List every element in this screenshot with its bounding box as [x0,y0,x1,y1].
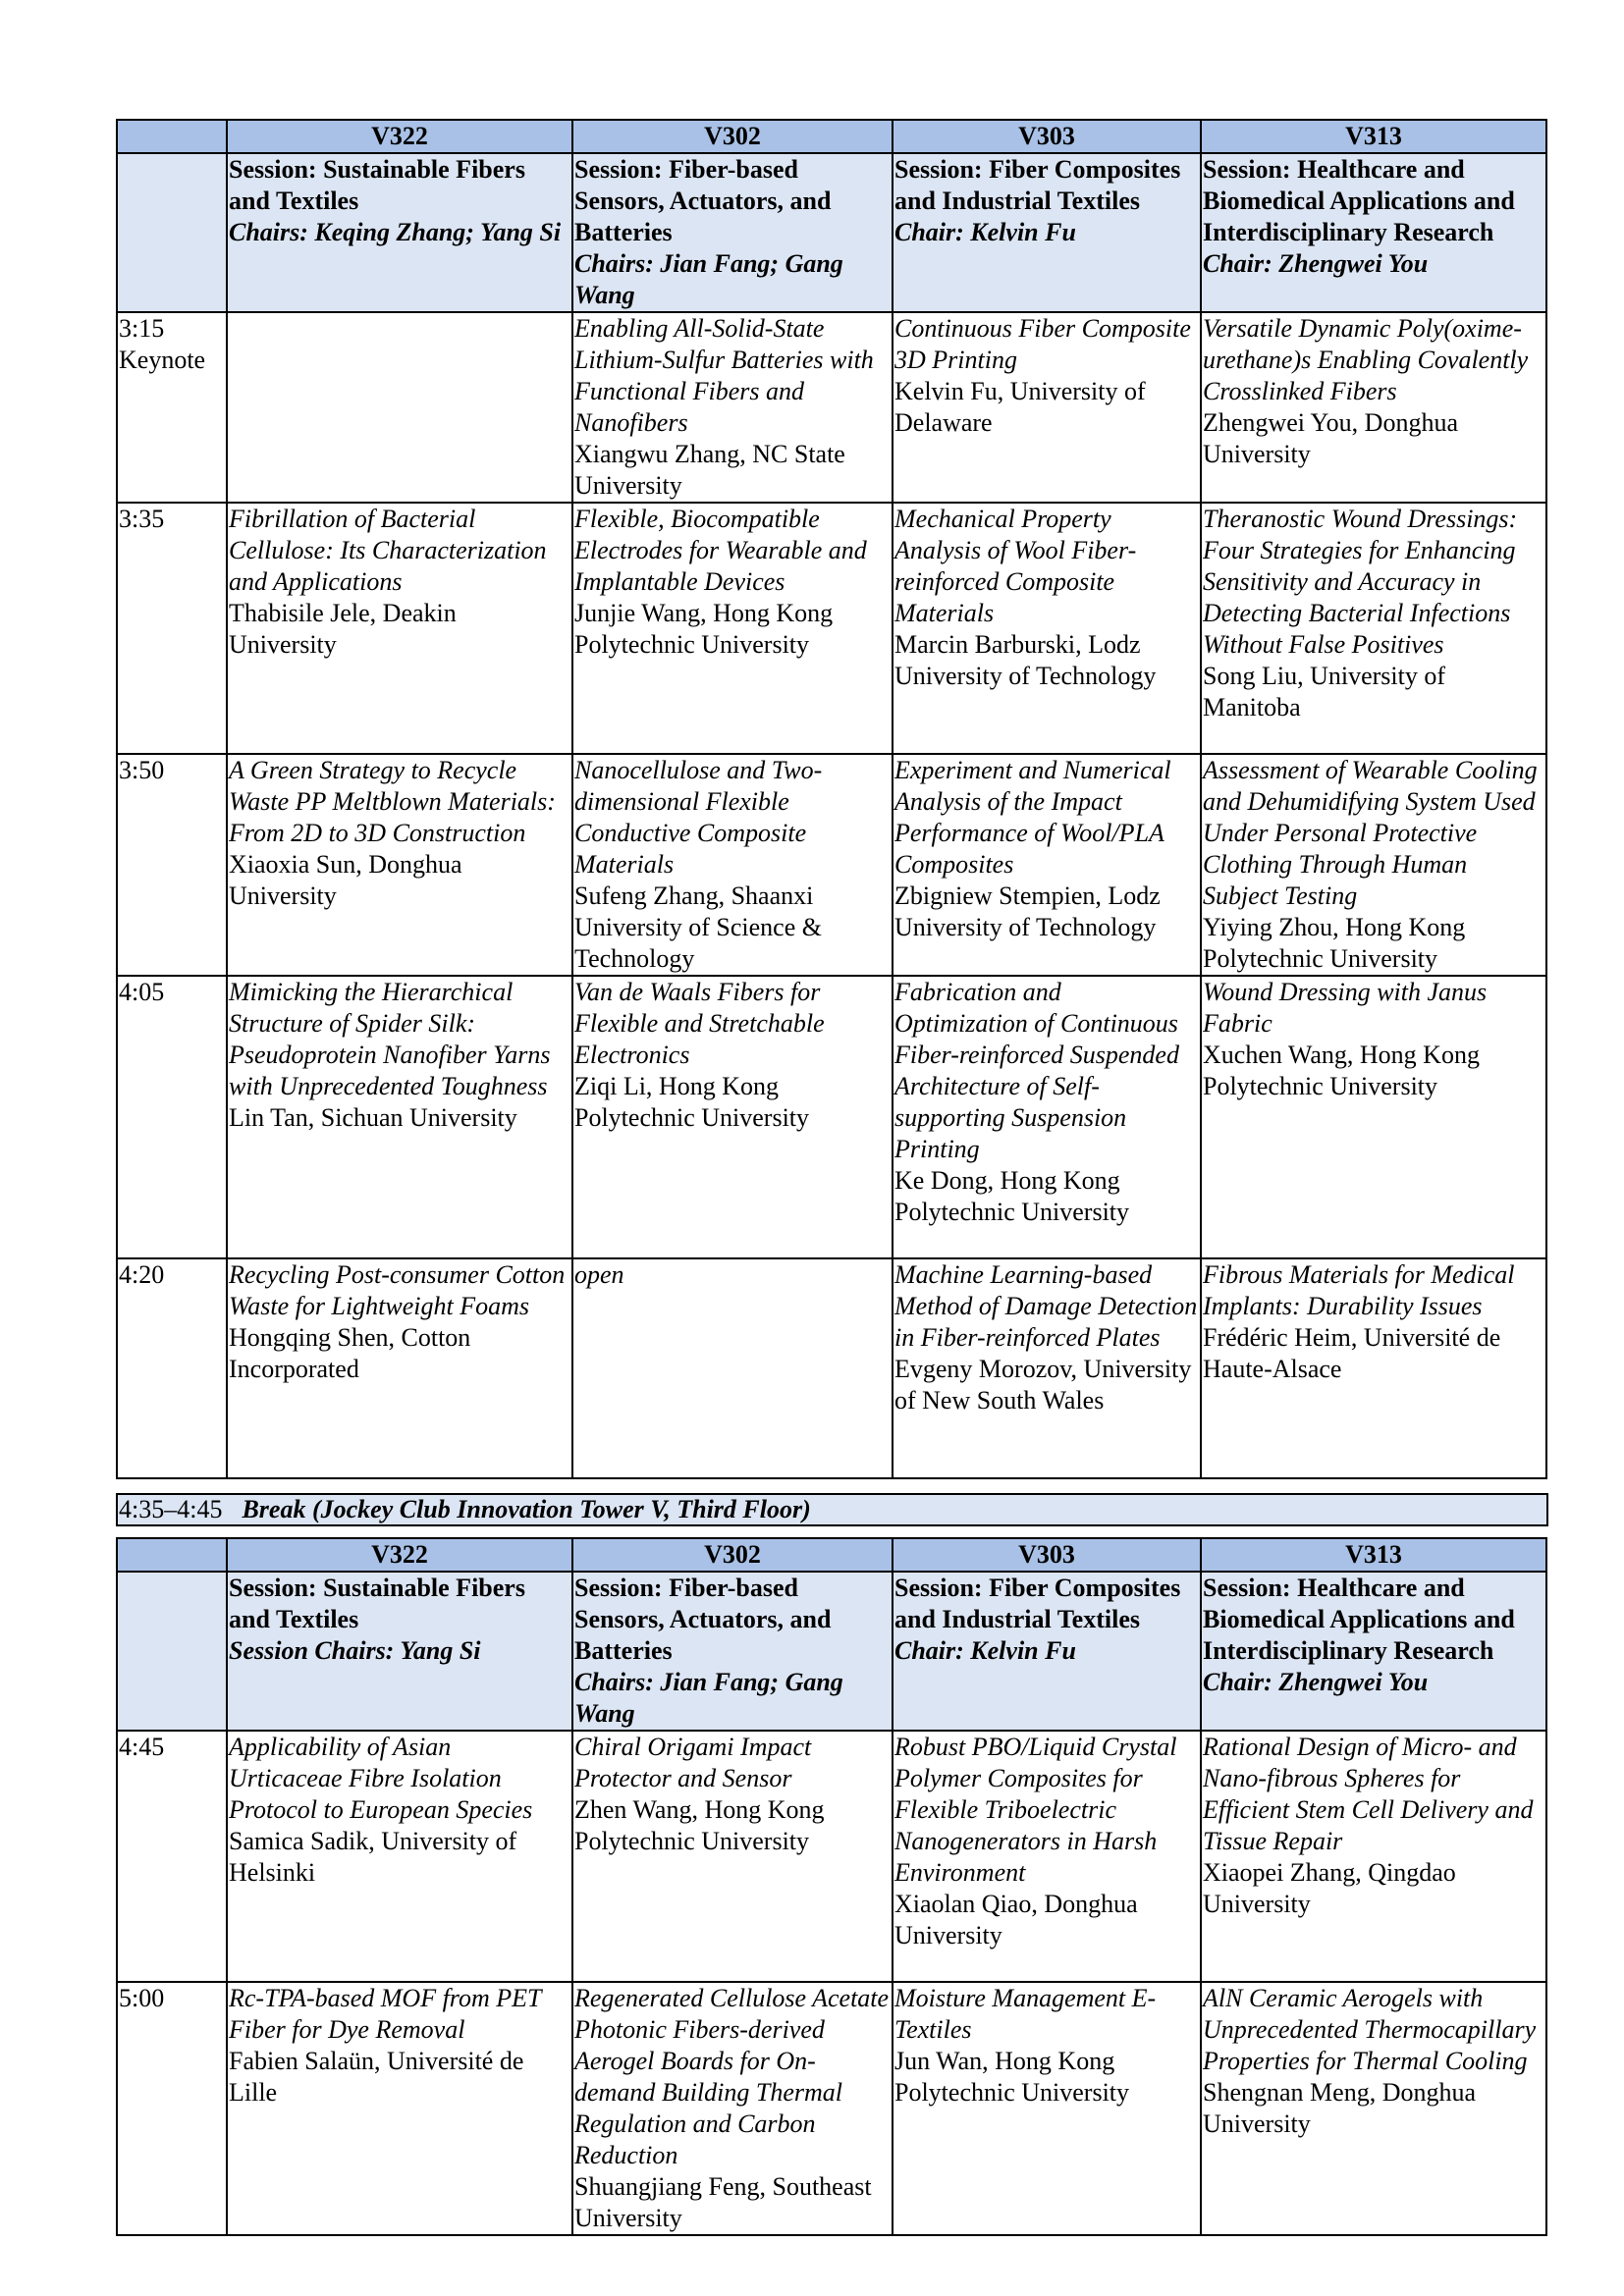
talk-cell [572,1982,893,2235]
talk-cell [227,503,572,754]
time-cell [117,1258,227,1478]
room-header: V313 [1201,120,1546,153]
session-chairs: Chair: Kelvin Fu [894,1636,1076,1665]
session-name: Session: Fiber-based Sensors, Actuators, and Batteries [574,155,832,246]
room-header: V322 [227,1538,572,1572]
talk-cell [893,1258,1201,1478]
slot-time: 4:20 [119,1260,165,1289]
talk-cell [227,1982,572,2235]
session-chairs: Chairs: Keqing Zhang; Yang Si [229,218,562,246]
session-chairs: Chair: Zhengwei You [1203,249,1429,278]
talk-speaker: Shuangjiang Feng, Southeast University [574,2172,872,2232]
slot-row [117,1982,1546,2235]
time-cell [117,312,227,503]
talk-cell [572,1258,893,1478]
talk-speaker: Xiangwu Zhang, NC State University [574,440,845,500]
talk-cell [893,1731,1201,1982]
talk-cell [893,976,1201,1258]
talk-cell [227,1731,572,1982]
slot-time: 3:50 [119,756,165,784]
talk-speaker: Sufeng Zhang, Shaanxi University of Science & Technology [574,881,822,973]
session-cell [572,1572,893,1731]
session-name: Session: Healthcare and Biomedical Applications and Interdisciplinary Research [1203,1574,1515,1665]
talk-cell [1201,1258,1546,1478]
talk-title: Chiral Origami Impact Protector and Sensor [574,1733,812,1792]
talk-speaker: Shengnan Meng, Donghua University [1203,2078,1477,2138]
session-cell [893,153,1201,312]
time-cell [117,1982,227,2235]
talk-title: Fabrication and Optimization of Continuous Fiber-reinforced Suspended Architecture of Self-supporting Suspension Printing [894,978,1179,1163]
room-header: V322 [227,120,572,153]
talk-title: Applicability of Asian Urticaceae Fibre Isolation Protocol to European Species [229,1733,533,1824]
talk-speaker: Hongqing Shen, Cotton Incorporated [229,1323,471,1383]
slot-row [117,312,1546,503]
talk-speaker: Jun Wan, Hong Kong Polytechnic University [894,2047,1130,2107]
session-cell [227,1572,572,1731]
talk-title: A Green Strategy to Recycle Waste PP Meltblown Materials: From 2D to 3D Construction [229,756,556,847]
talk-title: Regenerated Cellulose Acetate Photonic Fibers-derived Aerogel Boards for On-demand Building Thermal Regulation and Carbon Reduction [574,1984,890,2169]
talk-title: Fibrillation of Bacterial Cellulose: Its Characterization and Applications [229,505,547,596]
talk-title: Fibrous Materials for Medical Implants: Durability Issues [1203,1260,1515,1320]
room-header-row [117,1538,1546,1572]
talk-title: Nanocellulose and Two-dimensional Flexible Conductive Composite Materials [574,756,823,879]
talk-title: Enabling All-Solid-State Lithium-Sulfur Batteries with Functional Fibers and Nanofibers [574,314,874,437]
session-chairs: Chair: Kelvin Fu [894,218,1076,246]
talk-speaker: Marcin Barburski, Lodz University of Technology [894,630,1157,690]
talk-speaker: Xiaoxia Sun, Donghua University [229,850,462,910]
talk-cell [572,1731,893,1982]
time-column-header [117,1538,227,1572]
talk-cell [893,1982,1201,2235]
talk-title: Experiment and Numerical Analysis of the Impact Performance of Wool/PLA Composites [894,756,1171,879]
talk-cell [893,754,1201,976]
session-cell [893,1572,1201,1731]
talk-speaker: Xiaolan Qiao, Donghua University [894,1890,1138,1949]
time-cell [117,1572,227,1731]
talk-speaker: Ke Dong, Hong Kong Polytechnic University [894,1166,1130,1226]
talk-cell [572,754,893,976]
session-row [117,1572,1546,1731]
time-cell [117,503,227,754]
talk-speaker: Thabisile Jele, Deakin University [229,599,457,659]
talk-cell [1201,754,1546,976]
talk-title: Moisture Management E-Textiles [894,1984,1157,2044]
time-cell [117,976,227,1258]
break-time: 4:35–4:45 [119,1495,223,1523]
talk-cell [227,312,572,503]
slot-time: 3:35 [119,505,165,533]
talk-speaker: Yiying Zhou, Hong Kong Polytechnic University [1203,913,1466,973]
session-chairs: Chairs: Jian Fang; Gang Wang [574,249,843,309]
session-name: Session: Healthcare and Biomedical Applications and Interdisciplinary Research [1203,155,1515,246]
room-header-row [117,120,1546,153]
session-name: Session: Fiber-based Sensors, Actuators, and Batteries [574,1574,832,1665]
slot-time: 5:00 [119,1984,165,2012]
talk-speaker: Xuchen Wang, Hong Kong Polytechnic University [1203,1041,1480,1100]
talk-cell [227,754,572,976]
session-cell [1201,153,1546,312]
talk-title: Recycling Post-consumer Cotton Waste for Lightweight Foams [229,1260,566,1320]
talk-title: Theranostic Wound Dressings: Four Strategies for Enhancing Sensitivity and Accuracy in Detecting Bacterial Infections Without False Positives [1203,505,1518,659]
talk-cell [1201,312,1546,503]
break-text: Break (Jockey Club Innovation Tower V, Third Floor) [242,1495,811,1523]
talk-title: Continuous Fiber Composite 3D Printing [894,314,1191,374]
talk-title: Versatile Dynamic Poly(oxime-urethane)s Enabling Covalently Crosslinked Fibers [1203,314,1529,405]
talk-cell [227,976,572,1258]
talk-title: Wound Dressing with Janus Fabric [1203,978,1488,1038]
slot-note: Keynote [119,346,206,374]
talk-cell [893,312,1201,503]
time-cell [117,153,227,312]
session-cell [572,153,893,312]
session-name: Session: Fiber Composites and Industrial Textiles [894,155,1181,215]
talk-speaker: Junjie Wang, Hong Kong Polytechnic University [574,599,834,659]
talk-speaker: Zbigniew Stempien, Lodz University of Technology [894,881,1161,941]
talk-title: Mimicking the Hierarchical Structure of Spider Silk: Pseudoprotein Nanofiber Yarns with Unprecedented Toughness [229,978,551,1100]
talk-title: Robust PBO/Liquid Crystal Polymer Composites for Flexible Triboelectric Nanogenerators in Harsh Environment [894,1733,1177,1887]
talk-speaker: Evgeny Morozov, University of New South Wales [894,1355,1192,1415]
talk-title: Mechanical Property Analysis of Wool Fiber-reinforced Composite Materials [894,505,1137,627]
session-name: Session: Fiber Composites and Industrial Textiles [894,1574,1181,1633]
time-cell [117,1731,227,1982]
session-cell [1201,1572,1546,1731]
time-column-header [117,120,227,153]
session-cell [227,153,572,312]
talk-title: open [574,1260,624,1289]
talk-cell [1201,976,1546,1258]
talk-speaker: Song Liu, University of Manitoba [1203,662,1445,721]
talk-title: Flexible, Biocompatible Electrodes for Wearable and Implantable Devices [574,505,867,596]
talk-cell [572,503,893,754]
session-chairs: Chair: Zhengwei You [1203,1668,1429,1696]
slot-row [117,503,1546,754]
room-header: V303 [893,1538,1201,1572]
talk-speaker: Ziqi Li, Hong Kong Polytechnic University [574,1072,810,1132]
slot-time: 4:45 [119,1733,165,1761]
slot-row [117,1258,1546,1478]
talk-title: Assessment of Wearable Cooling and Dehumidifying System Used Under Personal Protective Clothing Through Human Subject Testing [1203,756,1538,910]
room-header: V313 [1201,1538,1546,1572]
schedule-table-bottom [116,1537,1547,2236]
talk-title: Machine Learning-based Method of Damage Detection in Fiber-reinforced Plates [894,1260,1198,1352]
talk-cell [572,312,893,503]
session-name: Session: Sustainable Fibers and Textiles [229,1574,525,1633]
talk-speaker: Fabien Salaün, Université de Lille [229,2047,524,2107]
talk-title: Rc-TPA-based MOF from PET Fiber for Dye Removal [229,1984,541,2044]
talk-title: Van de Waals Fibers for Flexible and Stretchable Electronics [574,978,825,1069]
slot-row [117,754,1546,976]
talk-speaker: Kelvin Fu, University of Delaware [894,377,1146,437]
session-row [117,153,1546,312]
break-row [116,1493,1548,1526]
time-cell [117,754,227,976]
session-name: Session: Sustainable Fibers and Textiles [229,155,525,215]
talk-speaker: Lin Tan, Sichuan University [229,1103,517,1132]
talk-cell [893,503,1201,754]
schedule-table-top [116,119,1547,1479]
talk-cell [1201,1982,1546,2235]
talk-speaker: Frédéric Heim, Université de Haute-Alsace [1203,1323,1501,1383]
talk-speaker: Samica Sadik, University of Helsinki [229,1827,517,1887]
talk-cell [1201,503,1546,754]
talk-cell [572,976,893,1258]
talk-speaker: Xiaopei Zhang, Qingdao University [1203,1858,1456,1918]
room-header: V303 [893,120,1201,153]
slot-row [117,976,1546,1258]
slot-time: 4:05 [119,978,165,1006]
room-header: V302 [572,1538,893,1572]
slot-row [117,1731,1546,1982]
room-header: V302 [572,120,893,153]
slot-time: 3:15 [119,314,165,343]
talk-speaker: Zhengwei You, Donghua University [1203,408,1458,468]
session-chairs: Chairs: Jian Fang; Gang Wang [574,1668,843,1728]
talk-cell [1201,1731,1546,1982]
talk-title: AlN Ceramic Aerogels with Unprecedented Thermocapillary Properties for Thermal Cooling [1203,1984,1537,2075]
session-chairs: Session Chairs: Yang Si [229,1636,481,1665]
talk-title: Rational Design of Micro- and Nano-fibrous Spheres for Efficient Stem Cell Delivery and Tissue Repair [1203,1733,1534,1855]
talk-speaker: Zhen Wang, Hong Kong Polytechnic University [574,1795,825,1855]
talk-cell [227,1258,572,1478]
